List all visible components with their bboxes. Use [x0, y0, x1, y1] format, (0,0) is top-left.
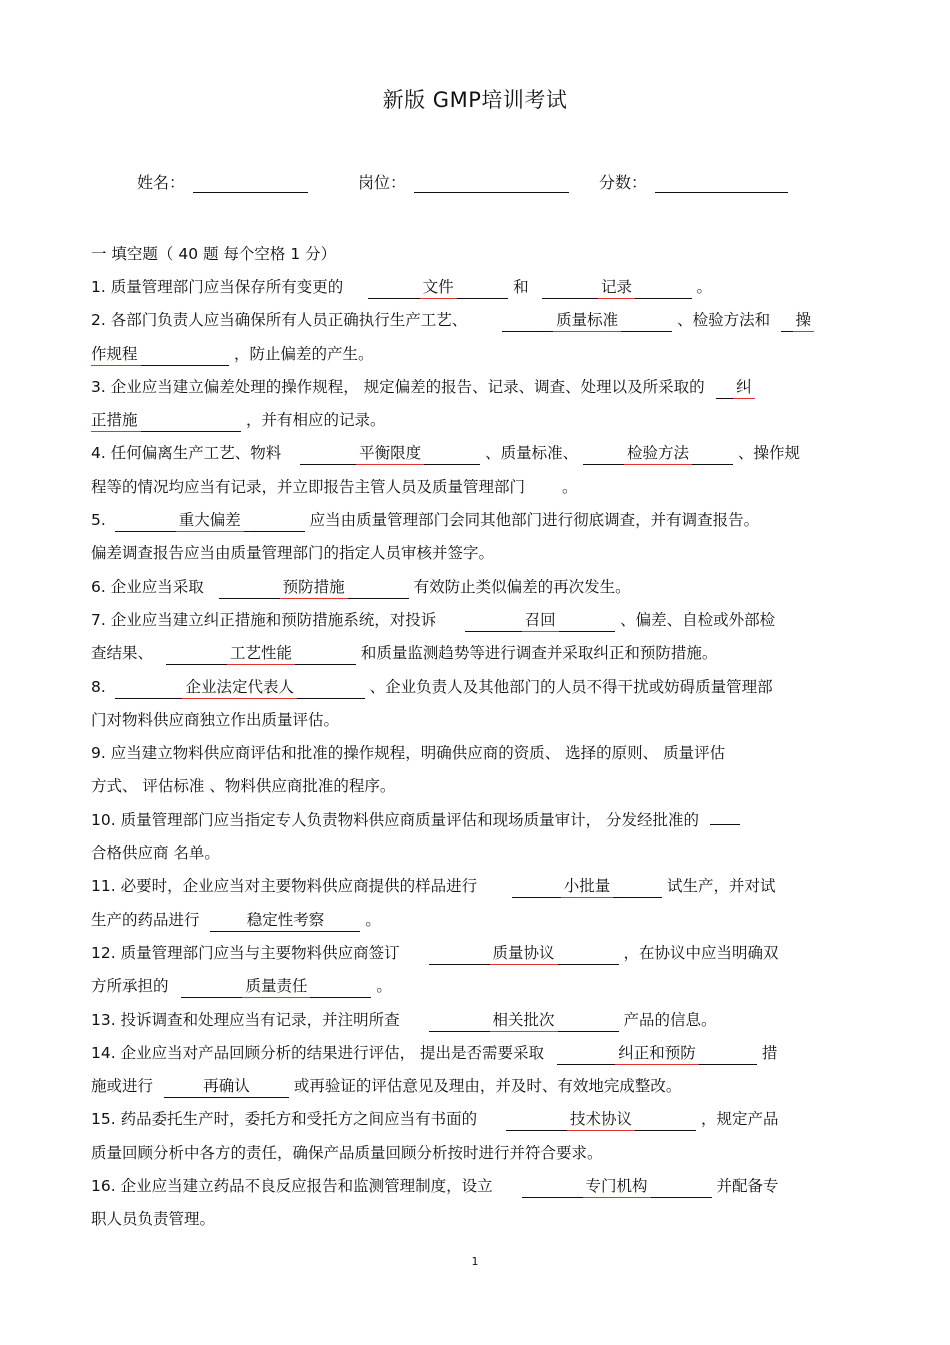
answer-blank[interactable]: 预防措施	[219, 576, 409, 599]
question-16: 16. 企业应当建立药品不良反应报告和监测管理制度，设立 专门机构 并配备专	[91, 1170, 861, 1203]
answer-blank[interactable]	[710, 824, 740, 825]
score-blank[interactable]	[655, 174, 788, 193]
question-11-cont: 生产的药品进行 稳定性考察 。	[91, 904, 861, 937]
answer-blank[interactable]: 正措施	[91, 409, 241, 432]
answer-blank[interactable]: 纠	[716, 376, 752, 399]
answer-blank[interactable]: 平衡限度	[300, 442, 480, 465]
info-row	[137, 170, 788, 193]
answer-blank[interactable]: 质量责任	[181, 975, 371, 998]
question-8-cont: 门对物料供应商独立作出质量评估。	[91, 710, 340, 729]
answer-blank[interactable]: 工艺性能	[166, 642, 356, 665]
name-label: 姓名：	[137, 173, 186, 192]
answer-blank[interactable]: 文件	[368, 276, 508, 299]
answer-blank[interactable]: 相关批次	[429, 1009, 619, 1032]
score-label: 分数：	[599, 173, 648, 192]
answer-blank[interactable]: 质量标准	[502, 309, 672, 332]
question-15: 15. 药品委托生产时，委托方和受托方之间应当有书面的 技术协议 ，规定产品	[91, 1103, 861, 1136]
question-4: 4. 任何偏离生产工艺、物料 平衡限度 、质量标准、 检验方法 、操作规	[91, 437, 861, 470]
answer-blank[interactable]: 作规程	[91, 343, 229, 366]
question-1: 1. 质量管理部门应当保存所有变更的 文件 和 记录 。	[91, 271, 861, 304]
question-10: 10. 质量管理部门应当指定专人负责物料供应商质量评估和现场质量审计， 分发经批准的	[91, 804, 861, 837]
question-6: 6. 企业应当采取 预防措施 有效防止类似偏差的再次发生。	[91, 571, 861, 604]
question-11: 11. 必要时，企业应当对主要物料供应商提供的样品进行 小批量 试生产，并对试	[91, 870, 861, 903]
name-field[interactable]	[137, 170, 308, 193]
question-2-cont: 作规程 ，防止偏差的产生。	[91, 338, 861, 371]
question-7: 7. 企业应当建立纠正措施和预防措施系统，对投诉 召回 、偏差、自检或外部检	[91, 604, 861, 637]
question-10-cont: 合格供应商 名单。	[91, 844, 220, 863]
answer-blank[interactable]: 专门机构	[522, 1175, 712, 1198]
page-title: 新版 GMP培训考试	[382, 88, 568, 112]
answer-blank[interactable]: 稳定性考察	[210, 909, 360, 932]
answer-blank[interactable]: 操	[781, 309, 811, 332]
question-12: 12. 质量管理部门应当与主要物料供应商签订 质量协议 ，在协议中应当明确双	[91, 937, 861, 970]
question-3: 3. 企业应当建立偏差处理的操作规程， 规定偏差的报告、记录、调查、处理以及所采取的 纠	[91, 371, 861, 404]
page-number: 1	[471, 1255, 479, 1268]
question-2: 2. 各部门负责人应当确保所有人员正确执行生产工艺、 质量标准 、检验方法和 操	[91, 304, 861, 337]
post-label: 岗位：	[358, 173, 407, 192]
question-5: 5. 重大偏差 应当由质量管理部门会同其他部门进行彻底调查，并有调查报告。	[91, 504, 861, 537]
question-9-cont: 方式、 评估标准 、物料供应商批准的程序。	[91, 777, 396, 796]
question-16-cont: 职人员负责管理。	[91, 1210, 216, 1229]
question-12-cont: 方所承担的 质量责任 。	[91, 970, 861, 1003]
answer-blank[interactable]: 技术协议	[506, 1108, 696, 1131]
question-7-cont: 查结果、 工艺性能 和质量监测趋势等进行调查并采取纠正和预防措施。	[91, 637, 861, 670]
question-8: 8. 企业法定代表人 、企业负责人及其他部门的人员不得干扰或妨碍质量管理部	[91, 671, 861, 704]
answer-blank[interactable]: 重大偏差	[115, 509, 305, 532]
post-field[interactable]	[358, 170, 569, 193]
question-15-cont: 质量回顾分析中各方的责任，确保产品质量回顾分析按时进行并符合要求。	[91, 1143, 603, 1162]
question-list	[91, 271, 861, 1237]
question-4-cont: 程等的情况均应当有记录，并立即报告主管人员及质量管理部门 。	[91, 477, 578, 496]
answer-blank[interactable]: 记录	[542, 276, 692, 299]
question-3-cont: 正措施 ，并有相应的记录。	[91, 404, 861, 437]
answer-blank[interactable]: 纠正和预防	[557, 1042, 757, 1065]
answer-blank[interactable]: 再确认	[164, 1075, 289, 1098]
question-14: 14. 企业应当对产品回顾分析的结果进行评估， 提出是否需要采取 纠正和预防 措	[91, 1037, 861, 1070]
question-5-cont: 偏差调查报告应当由质量管理部门的指定人员审核并签字。	[91, 544, 495, 563]
question-9: 9. 应当建立物料供应商评估和批准的操作规程，明确供应商的资质、 选择的原则、 质量评估	[91, 744, 726, 763]
section-heading: 一 填空题（ 40 题 每个空格 1 分）	[91, 245, 337, 263]
answer-blank[interactable]: 企业法定代表人	[115, 676, 365, 699]
answer-blank[interactable]: 召回	[465, 609, 615, 632]
post-blank[interactable]	[414, 174, 569, 193]
answer-blank[interactable]: 检验方法	[583, 442, 733, 465]
answer-blank[interactable]: 小批量	[512, 875, 662, 898]
answer-blank[interactable]: 质量协议	[429, 942, 619, 965]
name-blank[interactable]	[193, 174, 308, 193]
score-field[interactable]	[599, 170, 788, 193]
question-13: 13. 投诉调查和处理应当有记录，并注明所查 相关批次 产品的信息。	[91, 1004, 861, 1037]
question-14-cont: 施或进行 再确认 或再验证的评估意见及理由，并及时、有效地完成整改。	[91, 1070, 861, 1103]
